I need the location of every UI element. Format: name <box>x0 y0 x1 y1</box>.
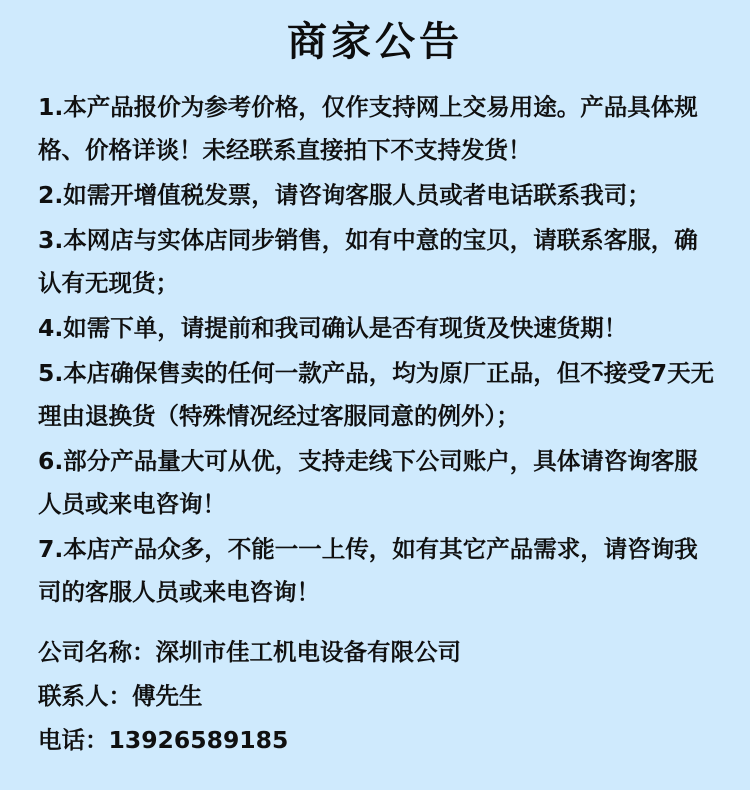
contact-block <box>0 616 750 762</box>
announcement-body <box>0 78 750 614</box>
announcement-paragraph: 7.本店产品众多，不能一一上传，如有其它产品需求，请咨询我司的客服人员或来电咨询！ <box>38 535 698 606</box>
announcement-paragraph: 3.本网店与实体店同步销售，如有中意的宝贝，请联系客服，确认有无现货； <box>38 226 698 297</box>
announcement-paragraph: 2.如需开增值税发票，请咨询客服人员或者电话联系我司； <box>38 181 651 209</box>
announcement-paragraph: 6.部分产品量大可从优，支持走线下公司账户，具体请咨询客服人员或来电咨询！ <box>38 447 698 518</box>
company-name-line: 公司名称：深圳市佳工机电设备有限公司 <box>38 638 461 666</box>
announcement-paragraph: 4.如需下单，请提前和我司确认是否有现货及快速货期！ <box>38 314 628 342</box>
announcement-paragraph: 1.本产品报价为参考价格，仅作支持网上交易用途。产品具体规格、价格详谈！未经联系直接拍下不支持发货！ <box>38 93 698 164</box>
announcement-paragraph: 5.本店确保售卖的任何一款产品，均为原厂正品，但不接受7天无理由退换货（特殊情况经过客服同意的例外）； <box>38 359 715 430</box>
phone-line: 电话：13926589185 <box>38 726 289 754</box>
page-title: 商家公告 <box>287 18 463 65</box>
contact-person-line: 联系人：傅先生 <box>38 682 203 710</box>
